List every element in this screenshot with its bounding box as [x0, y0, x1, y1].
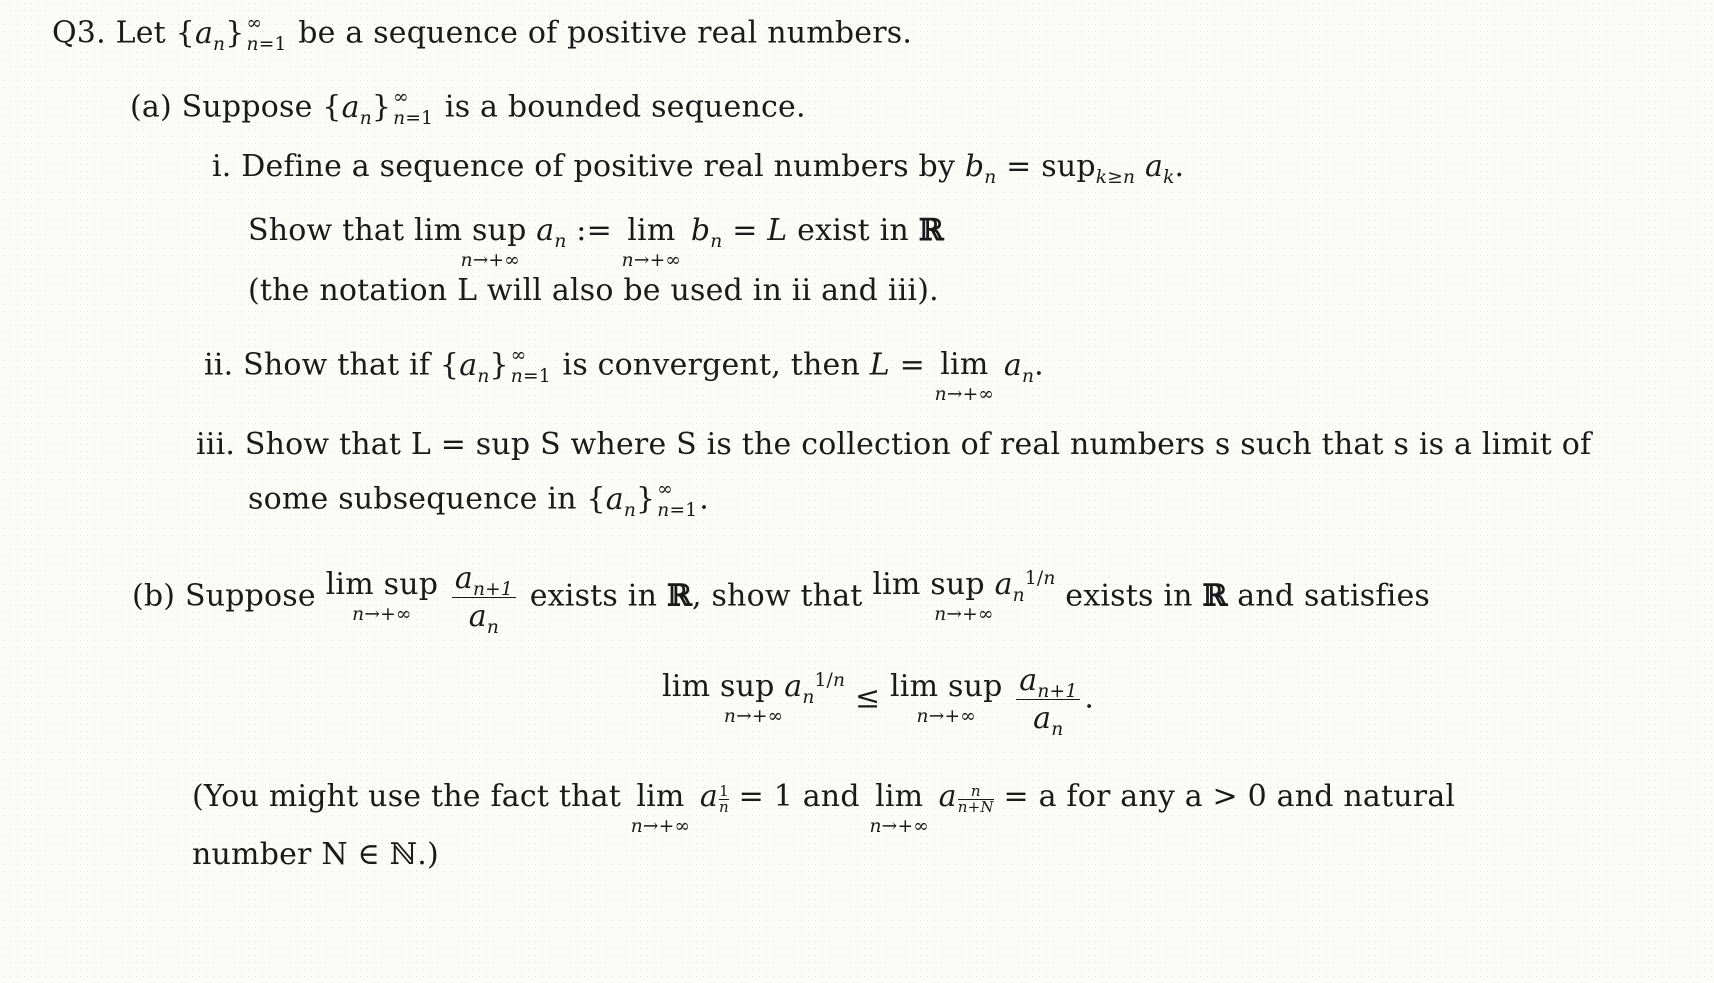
item-iii-line1: [196, 427, 1592, 462]
part-b-label: (b): [132, 578, 176, 614]
part-a-text-post: is a bounded sequence.: [444, 89, 806, 125]
item-i-line2: Show that lim sup $a_n$ n→+∞ := lim n→+∞ $b_n = L$ exist in ℝ: [248, 213, 944, 271]
item-ii-text-post: is convergent, then: [562, 347, 860, 383]
question-intro-pre: Let: [115, 15, 166, 51]
item-ii-text-pre: Show that if: [243, 347, 431, 383]
part-b-text-pre: Suppose: [184, 578, 316, 614]
item-ii: ii. Show that if $\{a_n\}$ ∞ n=1 is convergent, then L = lim n→+∞ $a_n$.: [204, 345, 1044, 405]
item-i-line2-post: exist in: [797, 213, 909, 248]
part-b-intro: (b) Suppose lim sup n→+∞ $\frac{a_{n+1}}{a_n}$ exists in ℝ, show that lim sup $a_n^{1/n}$ n→+∞ exists in ℝ and satisfies: [132, 561, 1431, 639]
item-iii-line2-text: some subsequence in: [248, 481, 577, 517]
part-b-hint-mid: = 1 and: [738, 779, 860, 814]
display-inequality: lim sup $a_n^{1/n}$ n→+∞ ≤ lim sup n→+∞ $\frac{a_{n+1}}{a_n}$ .: [662, 663, 1095, 741]
part-b-hint-post: = a for any a > 0 and natural: [1003, 779, 1456, 814]
part-b-text-mid2: , show that: [691, 578, 863, 614]
question-intro: Q3. Let $\{a_n\}$ ∞ n=1 be a sequence of positive real numbers.: [52, 13, 913, 55]
part-b-text-post: exists in: [1065, 578, 1193, 614]
part-b-text-end: and satisfies: [1237, 578, 1431, 614]
item-i-line1: i. Define a sequence of positive real numbers by $b_n = sup_{k\ge n}$ $a_k$.: [212, 149, 1185, 189]
part-a-label: (a): [130, 89, 172, 125]
item-i-line3: (the notation L will also be used in ii and iii).: [248, 273, 939, 308]
item-i-line2-pre: Show that: [248, 213, 405, 248]
item-iii-label: iii.: [196, 427, 236, 462]
part-a-intro: (a) Suppose $\{a_n\}$ ∞ n=1 is a bounded sequence.: [130, 87, 806, 129]
item-i-label: i.: [212, 149, 232, 184]
item-i-line1-text: Define a sequence of positive real numbers by: [241, 149, 956, 184]
question-label: Q3.: [52, 15, 106, 51]
part-a-text-pre: Suppose: [181, 89, 313, 125]
part-b-hint-pre: (You might use the fact that: [192, 779, 621, 814]
part-b-text-mid1: exists in: [529, 578, 658, 614]
item-ii-label: ii.: [204, 347, 234, 383]
question-intro-post: be a sequence of positive real numbers.: [298, 15, 913, 51]
item-iii-line2: some subsequence in $\{a_n\}$ ∞ n=1 .: [248, 479, 710, 521]
part-b-hint-line2: number N ∈ ℕ.): [192, 837, 439, 872]
part-b-hint-line1: (You might use the fact that lim n→+∞ a $\frac{1}{n}$ = 1 and lim n→+∞ a $\frac{n}{n+N}$ = a for any a > 0 and natural: [192, 779, 1456, 837]
item-iii-line1-text: Show that L = sup S where S is the collection of real numbers s such that s is a limit of: [244, 427, 1592, 462]
